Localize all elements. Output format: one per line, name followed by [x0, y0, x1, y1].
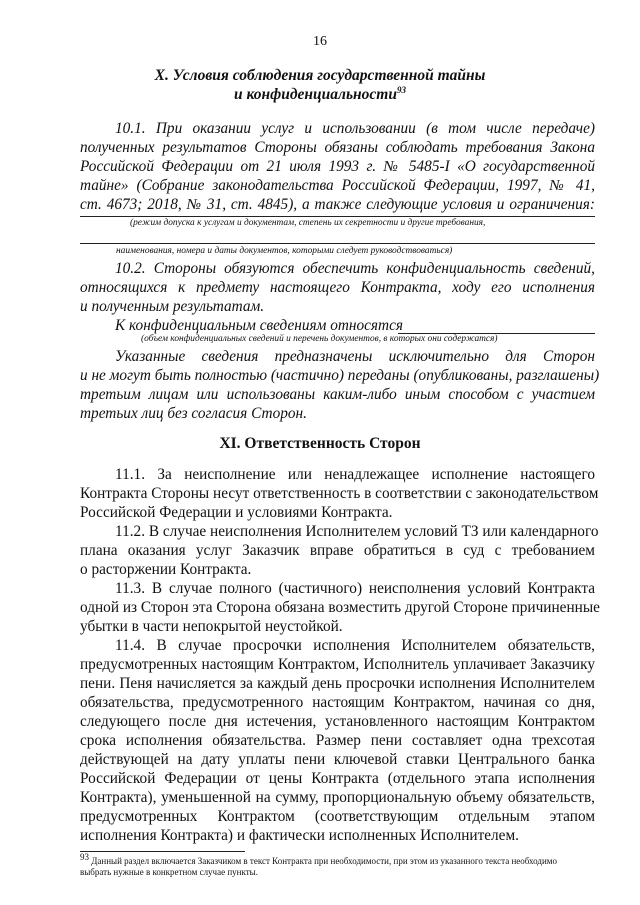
footnote-line: выбрать нужные в конкретном случае пункты.: [80, 867, 258, 877]
p10-3-line: и не могут быть полностью (частично) переданы (опубликованы, разглашены): [80, 367, 600, 384]
fill-line: [80, 216, 595, 217]
p11-1-line: Российской Федерации и условиями Контракта.: [80, 504, 393, 521]
page-number: 16: [313, 34, 327, 49]
footnote: [80, 852, 600, 878]
p11-4-line: предусмотренных настоящим Контрактом, Исполнитель уплачивает Заказчику: [80, 656, 595, 673]
p11-3-line: 11.3. В случае полного (частичного) неисполнения условий Контракта: [115, 580, 595, 597]
p11-4-line: 11.4. В случае просрочки исполнения Исполнителем обязательств,: [115, 637, 595, 654]
p11-4-line: срока исполнения обязательства. Размер пени составляет одна трехсотая: [80, 732, 595, 749]
fill-line: [80, 243, 595, 244]
footnote-line: $^{93}$ Данный раздел включается Заказчиком в текст Контракта при необходимости, при этом из указанного текста необходимо: [80, 852, 557, 866]
section-10-heading-line2: и конфиденциальности$^{93}$: [234, 84, 406, 103]
p11-4-line: обязательства, предусмотренного настоящим Контрактом, начиная со дня,: [80, 694, 595, 711]
p10-1-line: полученных результатов Стороны обязаны соблюдать требования Закона: [80, 139, 595, 156]
p11-4-line: следующего после дня истечения, установленного настоящим Контрактом: [80, 713, 595, 730]
hint-documents: наименования, номера и даты документов, которыми следует руководствоваться): [116, 246, 453, 256]
p11-1-line: Контракта Стороны несут ответственность в соответствии с законодательством: [80, 485, 599, 502]
p10-3-line: Указанные сведения предназначены исключительно для Сторон: [115, 348, 595, 365]
p11-2-line: плана оказания услуг Заказчик вправе обратиться в суд с требованием: [80, 542, 595, 559]
p11-3-line: одной из Сторон эта Сторона обязана возместить другой Стороне причиненные: [80, 599, 600, 616]
footnote-number: 93: [80, 852, 89, 862]
p10-1-line: 10.1. При оказании услуг и использовании (в том числе передаче): [115, 120, 595, 137]
p10-2-line: 10.2. Стороны обязуются обеспечить конфиденциальность сведений,: [115, 260, 595, 277]
p10-1-line: ст. 4673; 2018, № 31, ст. 4845), а также следующие условия и ограничения:: [80, 196, 595, 213]
section-11-heading: XI. Ответственность Сторон: [219, 435, 421, 452]
footnote-separator: [80, 851, 245, 852]
conf-info-label: К конфиденциальным сведениям относятся: [115, 317, 403, 334]
hint-regime: (режим допуска к услугам и документам, степень их секретности и другие требования,: [130, 218, 486, 228]
p10-3-line: третьим лицам или использованы каким-либо иным способом с участием: [80, 386, 595, 403]
p11-1-line: 11.1. За неисполнение или ненадлежащее исполнение настоящего: [115, 466, 595, 483]
p11-4-line: Контракта), уменьшенной на сумму, пропорциональную объему обязательств,: [80, 789, 595, 806]
p11-2-line: о расторжении Контракта.: [80, 561, 252, 578]
p10-2-line: и полученным результатам.: [80, 298, 265, 315]
p10-2-line: относящихся к предмету настоящего Контракта, ходу его исполнения: [80, 279, 595, 296]
p10-1-line: Российской Федерации от 21 июля 1993 г. № 5485-I «О государственной: [80, 158, 595, 175]
p10-3-line: третьих лиц без согласия Сторон.: [80, 405, 307, 422]
p10-1-line: тайне» (Собрание законодательства Российской Федерации, 1997, № 41,: [80, 177, 595, 194]
p11-4-line: пени. Пеня начисляется за каждый день просрочки исполнения Исполнителем: [80, 675, 595, 692]
p11-4-line: Российской Федерации от цены Контракта (отдельного этапа исполнения: [80, 770, 595, 787]
p11-2-line: 11.2. В случае неисполнения Исполнителем условий ТЗ или календарного: [115, 523, 599, 540]
hint-conf-scope: (объем конфиденциальных сведений и перечень документов, в которых они содержатся): [141, 334, 498, 344]
p11-3-line: убытки в части непокрытой неустойкой.: [80, 618, 343, 635]
p11-4-line: предусмотренных Контрактом (соответствующим отдельным этапом: [80, 808, 595, 825]
footnote-ref: 93: [396, 84, 406, 95]
p11-4-line: исполнения Контракта) и фактически исполненных Исполнителем.: [80, 827, 519, 844]
section-10-heading-line1: X. Условия соблюдения государственной тайны: [154, 67, 486, 84]
p11-4-line: действующей на дату уплаты пени ключевой ставки Центрального банка: [80, 751, 595, 768]
